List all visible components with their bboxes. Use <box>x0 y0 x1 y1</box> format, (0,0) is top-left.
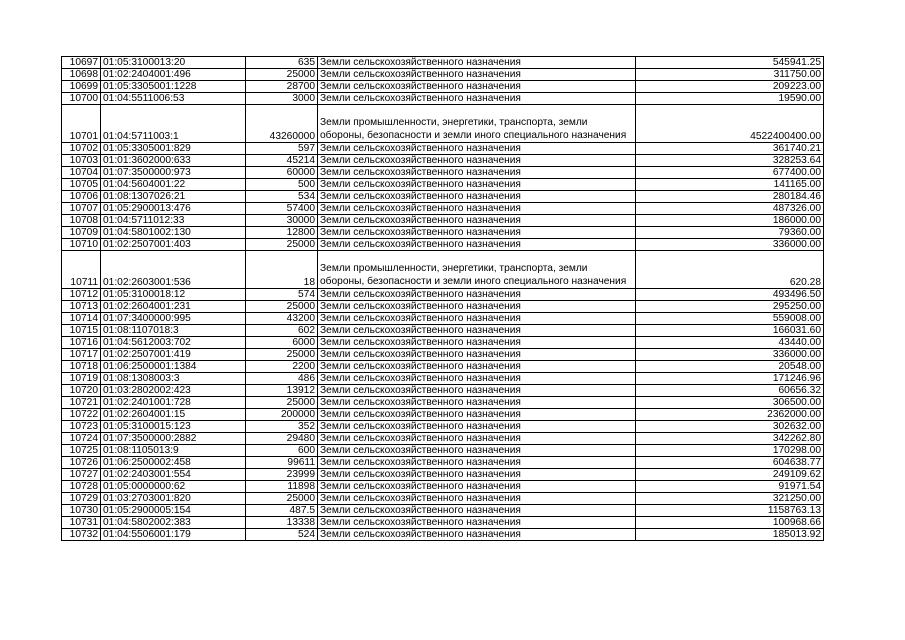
land-category-cell: Земли сельскохозяйственного назначения <box>318 361 636 373</box>
table-row <box>62 301 824 313</box>
row-number-cell: 10703 <box>62 155 101 167</box>
area-cell: 57400 <box>246 203 318 215</box>
area-cell: 23999 <box>246 469 318 481</box>
table-row <box>62 325 824 337</box>
row-number-cell: 10708 <box>62 215 101 227</box>
land-category-cell: Земли сельскохозяйственного назначения <box>318 179 636 191</box>
table-row <box>62 69 824 81</box>
table-row <box>62 167 824 179</box>
cadastral-value-cell: 2362000.00 <box>636 409 824 421</box>
cadastral-number-cell: 01:05:3100013:20 <box>101 57 246 69</box>
table-row <box>62 191 824 203</box>
cadastral-number-cell: 01:02:2604001:15 <box>101 409 246 421</box>
cadastral-value-cell: 493496.50 <box>636 289 824 301</box>
area-cell: 25000 <box>246 493 318 505</box>
cadastral-number-cell: 01:08:1107018:3 <box>101 325 246 337</box>
cadastral-number-cell: 01:05:3305001:829 <box>101 143 246 155</box>
area-cell: 352 <box>246 421 318 433</box>
area-cell: 25000 <box>246 397 318 409</box>
land-category-cell: Земли сельскохозяйственного назначения <box>318 493 636 505</box>
cadastral-value-cell: 43440.00 <box>636 337 824 349</box>
area-cell: 486 <box>246 373 318 385</box>
area-cell: 43200 <box>246 313 318 325</box>
table-row <box>62 361 824 373</box>
row-number-cell: 10725 <box>62 445 101 457</box>
cadastral-number-cell: 01:05:0000000:62 <box>101 481 246 493</box>
row-number-cell: 10697 <box>62 57 101 69</box>
cadastral-number-cell: 01:06:2500001:1384 <box>101 361 246 373</box>
table-row <box>62 105 824 143</box>
row-number-cell: 10702 <box>62 143 101 155</box>
cadastral-number-cell: 01:02:2604001:231 <box>101 301 246 313</box>
cadastral-number-cell: 01:05:3100015:123 <box>101 421 246 433</box>
row-number-cell: 10714 <box>62 313 101 325</box>
land-category-cell: Земли сельскохозяйственного назначения <box>318 481 636 493</box>
land-category-cell: Земли сельскохозяйственного назначения <box>318 433 636 445</box>
cadastral-number-cell: 01:04:5801002:130 <box>101 227 246 239</box>
table-row <box>62 421 824 433</box>
table-row <box>62 215 824 227</box>
cadastral-value-cell: 166031.60 <box>636 325 824 337</box>
cadastral-number-cell: 01:04:5506001:179 <box>101 529 246 541</box>
cadastral-number-cell: 01:06:2500002:458 <box>101 457 246 469</box>
area-cell: 13338 <box>246 517 318 529</box>
row-number-cell: 10699 <box>62 81 101 93</box>
table-row <box>62 179 824 191</box>
land-category-cell: Земли сельскохозяйственного назначения <box>318 143 636 155</box>
land-category-cell: Земли сельскохозяйственного назначения <box>318 227 636 239</box>
cadastral-value-cell: 100968.66 <box>636 517 824 529</box>
table-row <box>62 93 824 105</box>
table-row <box>62 457 824 469</box>
cadastral-value-cell: 4522400400.00 <box>636 105 824 143</box>
table-row <box>62 155 824 167</box>
land-category-cell: Земли сельскохозяйственного назначения <box>318 93 636 105</box>
cadastral-number-cell: 01:07:3400000:995 <box>101 313 246 325</box>
cadastral-value-cell: 328253.64 <box>636 155 824 167</box>
land-category-cell: Земли сельскохозяйственного назначения <box>318 203 636 215</box>
cadastral-number-cell: 01:02:2603001:536 <box>101 251 246 289</box>
row-number-cell: 10717 <box>62 349 101 361</box>
cadastral-number-cell: 01:05:3305001:1228 <box>101 81 246 93</box>
cadastral-number-cell: 01:01:3602000:633 <box>101 155 246 167</box>
cadastral-number-cell: 01:05:2900013:476 <box>101 203 246 215</box>
area-cell: 13912 <box>246 385 318 397</box>
row-number-cell: 10713 <box>62 301 101 313</box>
cadastral-value-cell: 209223.00 <box>636 81 824 93</box>
row-number-cell: 10700 <box>62 93 101 105</box>
cadastral-number-cell: 01:04:5604001:22 <box>101 179 246 191</box>
cadastral-value-cell: 620.28 <box>636 251 824 289</box>
cadastral-number-cell: 01:02:2507001:403 <box>101 239 246 251</box>
table-row <box>62 481 824 493</box>
land-registry-table <box>61 56 824 541</box>
cadastral-value-cell: 249109.62 <box>636 469 824 481</box>
cadastral-value-cell: 60656.32 <box>636 385 824 397</box>
cadastral-value-cell: 295250.00 <box>636 301 824 313</box>
table-row <box>62 227 824 239</box>
row-number-cell: 10726 <box>62 457 101 469</box>
land-category-cell: Земли сельскохозяйственного назначения <box>318 529 636 541</box>
table-row <box>62 529 824 541</box>
land-category-cell: Земли сельскохозяйственного назначения <box>318 301 636 313</box>
area-cell: 2200 <box>246 361 318 373</box>
cadastral-number-cell: 01:03:2703001:820 <box>101 493 246 505</box>
table-row <box>62 313 824 325</box>
cadastral-value-cell: 311750.00 <box>636 69 824 81</box>
row-number-cell: 10706 <box>62 191 101 203</box>
table-row <box>62 81 824 93</box>
row-number-cell: 10709 <box>62 227 101 239</box>
land-category-cell: Земли сельскохозяйственного назначения <box>318 289 636 301</box>
cadastral-value-cell: 19590.00 <box>636 93 824 105</box>
land-category-cell: Земли сельскохозяйственного назначения <box>318 69 636 81</box>
land-category-cell: Земли сельскохозяйственного назначения <box>318 349 636 361</box>
area-cell: 28700 <box>246 81 318 93</box>
table-row <box>62 57 824 69</box>
table-row <box>62 517 824 529</box>
cadastral-value-cell: 20548.00 <box>636 361 824 373</box>
table-row <box>62 505 824 517</box>
land-category-cell: Земли промышленности, энергетики, транспорта, земли обороны, безопасности и земли иного специального назначения <box>318 251 636 289</box>
table-row <box>62 385 824 397</box>
area-cell: 600 <box>246 445 318 457</box>
table-row <box>62 373 824 385</box>
table-row <box>62 397 824 409</box>
table-row <box>62 409 824 421</box>
land-category-cell: Земли сельскохозяйственного назначения <box>318 313 636 325</box>
cadastral-value-cell: 79360.00 <box>636 227 824 239</box>
cadastral-number-cell: 01:02:2404001:496 <box>101 69 246 81</box>
land-category-cell: Земли сельскохозяйственного назначения <box>318 373 636 385</box>
row-number-cell: 10704 <box>62 167 101 179</box>
table-row <box>62 251 824 289</box>
row-number-cell: 10718 <box>62 361 101 373</box>
area-cell: 200000 <box>246 409 318 421</box>
row-number-cell: 10712 <box>62 289 101 301</box>
cadastral-number-cell: 01:07:3500000:2882 <box>101 433 246 445</box>
row-number-cell: 10730 <box>62 505 101 517</box>
area-cell: 45214 <box>246 155 318 167</box>
row-number-cell: 10710 <box>62 239 101 251</box>
table-row <box>62 433 824 445</box>
area-cell: 635 <box>246 57 318 69</box>
area-cell: 30000 <box>246 215 318 227</box>
row-number-cell: 10719 <box>62 373 101 385</box>
area-cell: 99611 <box>246 457 318 469</box>
cadastral-number-cell: 01:04:5711003:1 <box>101 105 246 143</box>
land-category-cell: Земли сельскохозяйственного назначения <box>318 445 636 457</box>
table-row <box>62 239 824 251</box>
table-row <box>62 445 824 457</box>
area-cell: 574 <box>246 289 318 301</box>
cadastral-value-cell: 186000.00 <box>636 215 824 227</box>
area-cell: 25000 <box>246 239 318 251</box>
area-cell: 602 <box>246 325 318 337</box>
cadastral-number-cell: 01:04:5711012:33 <box>101 215 246 227</box>
table-row <box>62 289 824 301</box>
land-category-cell: Земли сельскохозяйственного назначения <box>318 469 636 481</box>
cadastral-value-cell: 171246.96 <box>636 373 824 385</box>
table-row <box>62 349 824 361</box>
area-cell: 60000 <box>246 167 318 179</box>
land-category-cell: Земли сельскохозяйственного назначения <box>318 81 636 93</box>
area-cell: 11898 <box>246 481 318 493</box>
row-number-cell: 10716 <box>62 337 101 349</box>
cadastral-number-cell: 01:08:1308003:3 <box>101 373 246 385</box>
row-number-cell: 10729 <box>62 493 101 505</box>
area-cell: 534 <box>246 191 318 203</box>
land-category-cell: Земли сельскохозяйственного назначения <box>318 397 636 409</box>
row-number-cell: 10722 <box>62 409 101 421</box>
area-cell: 12800 <box>246 227 318 239</box>
land-category-cell: Земли сельскохозяйственного назначения <box>318 239 636 251</box>
cadastral-value-cell: 280184.46 <box>636 191 824 203</box>
area-cell: 500 <box>246 179 318 191</box>
area-cell: 43260000 <box>246 105 318 143</box>
land-category-cell: Земли сельскохозяйственного назначения <box>318 191 636 203</box>
area-cell: 29480 <box>246 433 318 445</box>
cadastral-number-cell: 01:02:2403001:554 <box>101 469 246 481</box>
land-category-cell: Земли сельскохозяйственного назначения <box>318 457 636 469</box>
table-row <box>62 143 824 155</box>
row-number-cell: 10732 <box>62 529 101 541</box>
cadastral-value-cell: 559008.00 <box>636 313 824 325</box>
area-cell: 524 <box>246 529 318 541</box>
cadastral-number-cell: 01:04:5511006:53 <box>101 93 246 105</box>
cadastral-value-cell: 487326.00 <box>636 203 824 215</box>
table-row <box>62 469 824 481</box>
cadastral-value-cell: 141165.00 <box>636 179 824 191</box>
cadastral-value-cell: 336000.00 <box>636 349 824 361</box>
row-number-cell: 10723 <box>62 421 101 433</box>
row-number-cell: 10701 <box>62 105 101 143</box>
row-number-cell: 10705 <box>62 179 101 191</box>
cadastral-number-cell: 01:07:3500000:973 <box>101 167 246 179</box>
land-category-cell: Земли сельскохозяйственного назначения <box>318 505 636 517</box>
land-category-cell: Земли сельскохозяйственного назначения <box>318 385 636 397</box>
cadastral-value-cell: 342262.80 <box>636 433 824 445</box>
area-cell: 6000 <box>246 337 318 349</box>
area-cell: 25000 <box>246 301 318 313</box>
cadastral-value-cell: 336000.00 <box>636 239 824 251</box>
cadastral-value-cell: 677400.00 <box>636 167 824 179</box>
land-category-cell: Земли сельскохозяйственного назначения <box>318 421 636 433</box>
cadastral-value-cell: 1158763.13 <box>636 505 824 517</box>
cadastral-number-cell: 01:04:5612003:702 <box>101 337 246 349</box>
land-category-cell: Земли сельскохозяйственного назначения <box>318 325 636 337</box>
land-category-cell: Земли сельскохозяйственного назначения <box>318 57 636 69</box>
cadastral-value-cell: 604638.77 <box>636 457 824 469</box>
cadastral-number-cell: 01:03:2802002:423 <box>101 385 246 397</box>
cadastral-value-cell: 361740.21 <box>636 143 824 155</box>
land-category-cell: Земли сельскохозяйственного назначения <box>318 337 636 349</box>
row-number-cell: 10728 <box>62 481 101 493</box>
area-cell: 3000 <box>246 93 318 105</box>
land-category-cell: Земли сельскохозяйственного назначения <box>318 155 636 167</box>
area-cell: 597 <box>246 143 318 155</box>
land-category-cell: Земли сельскохозяйственного назначения <box>318 215 636 227</box>
land-category-cell: Земли сельскохозяйственного назначения <box>318 517 636 529</box>
cadastral-value-cell: 302632.00 <box>636 421 824 433</box>
area-cell: 487.5 <box>246 505 318 517</box>
table-row <box>62 493 824 505</box>
row-number-cell: 10731 <box>62 517 101 529</box>
cadastral-value-cell: 170298.00 <box>636 445 824 457</box>
row-number-cell: 10727 <box>62 469 101 481</box>
cadastral-number-cell: 01:04:5802002:383 <box>101 517 246 529</box>
row-number-cell: 10698 <box>62 69 101 81</box>
cadastral-value-cell: 545941.25 <box>636 57 824 69</box>
cadastral-number-cell: 01:05:3100018:12 <box>101 289 246 301</box>
row-number-cell: 10707 <box>62 203 101 215</box>
area-cell: 18 <box>246 251 318 289</box>
land-category-cell: Земли промышленности, энергетики, транспорта, земли обороны, безопасности и земли иного специального назначения <box>318 105 636 143</box>
table-body <box>62 57 824 541</box>
table-row <box>62 203 824 215</box>
cadastral-number-cell: 01:08:1105013:9 <box>101 445 246 457</box>
land-category-cell: Земли сельскохозяйственного назначения <box>318 167 636 179</box>
cadastral-number-cell: 01:05:2900005:154 <box>101 505 246 517</box>
cadastral-number-cell: 01:02:2401001:728 <box>101 397 246 409</box>
row-number-cell: 10724 <box>62 433 101 445</box>
row-number-cell: 10711 <box>62 251 101 289</box>
area-cell: 25000 <box>246 349 318 361</box>
row-number-cell: 10720 <box>62 385 101 397</box>
row-number-cell: 10721 <box>62 397 101 409</box>
cadastral-value-cell: 91971.54 <box>636 481 824 493</box>
cadastral-value-cell: 321250.00 <box>636 493 824 505</box>
table-row <box>62 337 824 349</box>
cadastral-number-cell: 01:02:2507001:419 <box>101 349 246 361</box>
row-number-cell: 10715 <box>62 325 101 337</box>
cadastral-value-cell: 306500.00 <box>636 397 824 409</box>
land-category-cell: Земли сельскохозяйственного назначения <box>318 409 636 421</box>
cadastral-value-cell: 185013.92 <box>636 529 824 541</box>
area-cell: 25000 <box>246 69 318 81</box>
cadastral-number-cell: 01:08:1307026:21 <box>101 191 246 203</box>
